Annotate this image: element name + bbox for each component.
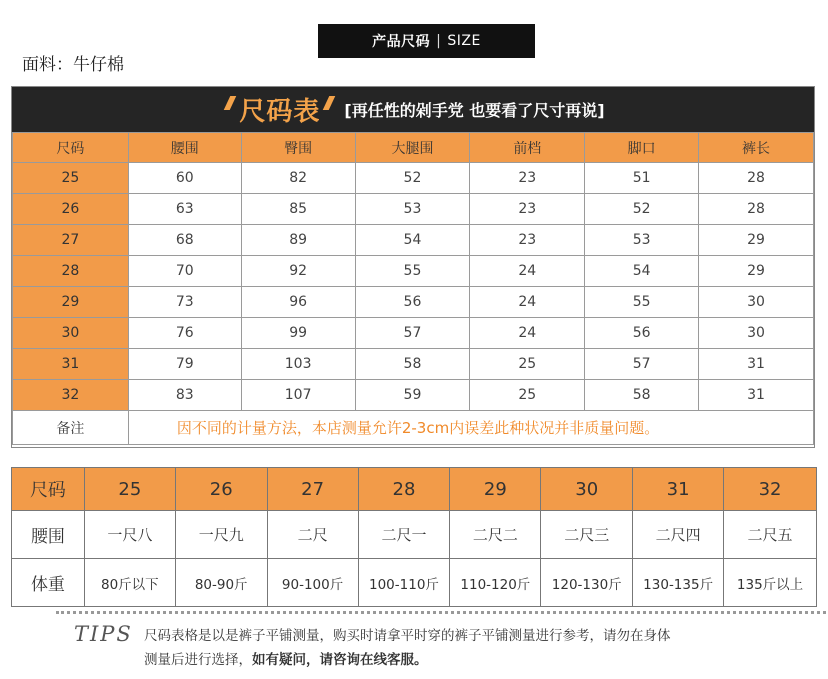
measurement-cell: 24 xyxy=(470,287,585,318)
measurement-cell: 24 xyxy=(470,256,585,287)
measurement-cell: 55 xyxy=(585,287,699,318)
measurement-cell: 83 xyxy=(128,380,241,411)
tips-line-2a: 测量后进行选择， xyxy=(144,652,252,668)
measurement-cell: 29 xyxy=(699,225,814,256)
size-cell: 28 xyxy=(358,468,450,511)
measurement-cell: 92 xyxy=(241,256,355,287)
weight-cell: 135斤以上 xyxy=(724,559,817,607)
size-cell: 30 xyxy=(13,318,129,349)
measurement-cell: 63 xyxy=(128,194,241,225)
weight-cell: 120-130斤 xyxy=(541,559,633,607)
waist-cell: 二尺三 xyxy=(541,511,633,559)
waist-row-label: 腰围 xyxy=(12,511,85,559)
header-size-label: SIZE xyxy=(447,33,481,49)
waist-cell: 二尺 xyxy=(267,511,358,559)
column-header: 脚口 xyxy=(585,133,699,163)
measurement-cell: 23 xyxy=(470,163,585,194)
measurement-cell: 70 xyxy=(128,256,241,287)
size-cell: 26 xyxy=(175,468,267,511)
size-cell: 25 xyxy=(13,163,129,194)
size-cell: 29 xyxy=(13,287,129,318)
measurement-cell: 24 xyxy=(470,318,585,349)
measurement-cell: 23 xyxy=(470,225,585,256)
measurement-cell: 53 xyxy=(585,225,699,256)
measurement-cell: 73 xyxy=(128,287,241,318)
measurement-cell: 53 xyxy=(355,194,470,225)
weight-cell: 110-120斤 xyxy=(450,559,541,607)
column-header: 裤长 xyxy=(699,133,814,163)
size-cell: 29 xyxy=(450,468,541,511)
measurement-cell: 56 xyxy=(585,318,699,349)
size-cell: 27 xyxy=(13,225,129,256)
tips-text xyxy=(144,624,774,672)
table-row xyxy=(13,349,814,380)
waist-cell: 二尺五 xyxy=(724,511,817,559)
measurement-cell: 56 xyxy=(355,287,470,318)
size-cell: 31 xyxy=(13,349,129,380)
note-row xyxy=(13,411,814,445)
tips-line-1: 尺码表格是以是裤子平铺测量，购买时请拿平时穿的裤子平铺测量进行参考，请勿在身体 xyxy=(144,628,671,644)
size-cell: 32 xyxy=(724,468,817,511)
measurement-cell: 30 xyxy=(699,287,814,318)
size-cell: 25 xyxy=(84,468,175,511)
measurement-cell: 68 xyxy=(128,225,241,256)
column-header: 大腿围 xyxy=(355,133,470,163)
measurement-cell: 59 xyxy=(355,380,470,411)
weight-cell: 80斤以下 xyxy=(84,559,175,607)
fabric-label: 面料：牛仔棉 xyxy=(22,55,124,75)
measurement-cell: 30 xyxy=(699,318,814,349)
weight-table-size-row xyxy=(12,468,817,511)
size-chart xyxy=(11,86,815,448)
size-cell: 32 xyxy=(13,380,129,411)
header-title: 产品尺码 xyxy=(372,34,431,50)
table-row xyxy=(13,163,814,194)
measurement-cell: 60 xyxy=(128,163,241,194)
column-header: 腰围 xyxy=(128,133,241,163)
measurement-cell: 58 xyxy=(585,380,699,411)
measurement-cell: 52 xyxy=(355,163,470,194)
measurement-cell: 79 xyxy=(128,349,241,380)
measurement-cell: 57 xyxy=(355,318,470,349)
table-row xyxy=(13,194,814,225)
weight-table xyxy=(11,467,817,607)
size-chart-title: 尺码表 xyxy=(221,91,338,128)
measurement-cell: 31 xyxy=(699,349,814,380)
measurement-cell: 107 xyxy=(241,380,355,411)
measurement-cell: 96 xyxy=(241,287,355,318)
size-cell: 30 xyxy=(541,468,633,511)
weight-row-label: 体重 xyxy=(12,559,85,607)
measurement-cell: 99 xyxy=(241,318,355,349)
measurement-cell: 23 xyxy=(470,194,585,225)
measurement-cell: 54 xyxy=(585,256,699,287)
measurement-cell: 28 xyxy=(699,163,814,194)
measurement-cell: 58 xyxy=(355,349,470,380)
header-separator: | xyxy=(436,33,442,49)
waist-cell: 一尺九 xyxy=(175,511,267,559)
weight-cell: 100-110斤 xyxy=(358,559,450,607)
measurement-cell: 31 xyxy=(699,380,814,411)
note-text: 因不同的计量方法，本店测量允许2-3cm内误差此种状况并非质量问题。 xyxy=(128,411,813,445)
table-row xyxy=(13,225,814,256)
note-label: 备注 xyxy=(13,411,129,445)
measurement-cell: 103 xyxy=(241,349,355,380)
measurement-cell: 82 xyxy=(241,163,355,194)
column-header: 臀围 xyxy=(241,133,355,163)
table-row xyxy=(13,256,814,287)
size-chart-banner xyxy=(12,87,814,132)
measurement-cell: 57 xyxy=(585,349,699,380)
page-header xyxy=(318,24,535,58)
weight-table-weight-row xyxy=(12,559,817,607)
tips-line-2b: 如有疑问，请咨询在线客服。 xyxy=(252,652,428,668)
size-cell: 31 xyxy=(633,468,724,511)
measurement-cell: 54 xyxy=(355,225,470,256)
size-row-label: 尺码 xyxy=(12,468,85,511)
measurement-cell: 52 xyxy=(585,194,699,225)
weight-cell: 80-90斤 xyxy=(175,559,267,607)
measurement-cell: 55 xyxy=(355,256,470,287)
measurement-cell: 29 xyxy=(699,256,814,287)
column-header: 前档 xyxy=(470,133,585,163)
measurement-cell: 25 xyxy=(470,380,585,411)
size-table-header xyxy=(13,133,814,163)
size-table xyxy=(12,132,814,445)
waist-cell: 二尺二 xyxy=(450,511,541,559)
table-row xyxy=(13,318,814,349)
waist-cell: 一尺八 xyxy=(84,511,175,559)
table-row xyxy=(13,287,814,318)
waist-cell: 二尺一 xyxy=(358,511,450,559)
measurement-cell: 85 xyxy=(241,194,355,225)
weight-cell: 130-135斤 xyxy=(633,559,724,607)
weight-cell: 90-100斤 xyxy=(267,559,358,607)
measurement-cell: 89 xyxy=(241,225,355,256)
measurement-cell: 76 xyxy=(128,318,241,349)
weight-table-waist-row xyxy=(12,511,817,559)
table-row xyxy=(13,380,814,411)
tips-heading: TIPS xyxy=(74,622,133,646)
dotted-divider xyxy=(56,611,826,614)
size-cell: 27 xyxy=(267,468,358,511)
size-cell: 26 xyxy=(13,194,129,225)
size-cell: 28 xyxy=(13,256,129,287)
waist-cell: 二尺四 xyxy=(633,511,724,559)
measurement-cell: 51 xyxy=(585,163,699,194)
measurement-cell: 28 xyxy=(699,194,814,225)
column-header: 尺码 xyxy=(13,133,129,163)
measurement-cell: 25 xyxy=(470,349,585,380)
size-chart-subtitle: [再任性的剁手党 也要看了尺寸再说] xyxy=(344,101,605,120)
